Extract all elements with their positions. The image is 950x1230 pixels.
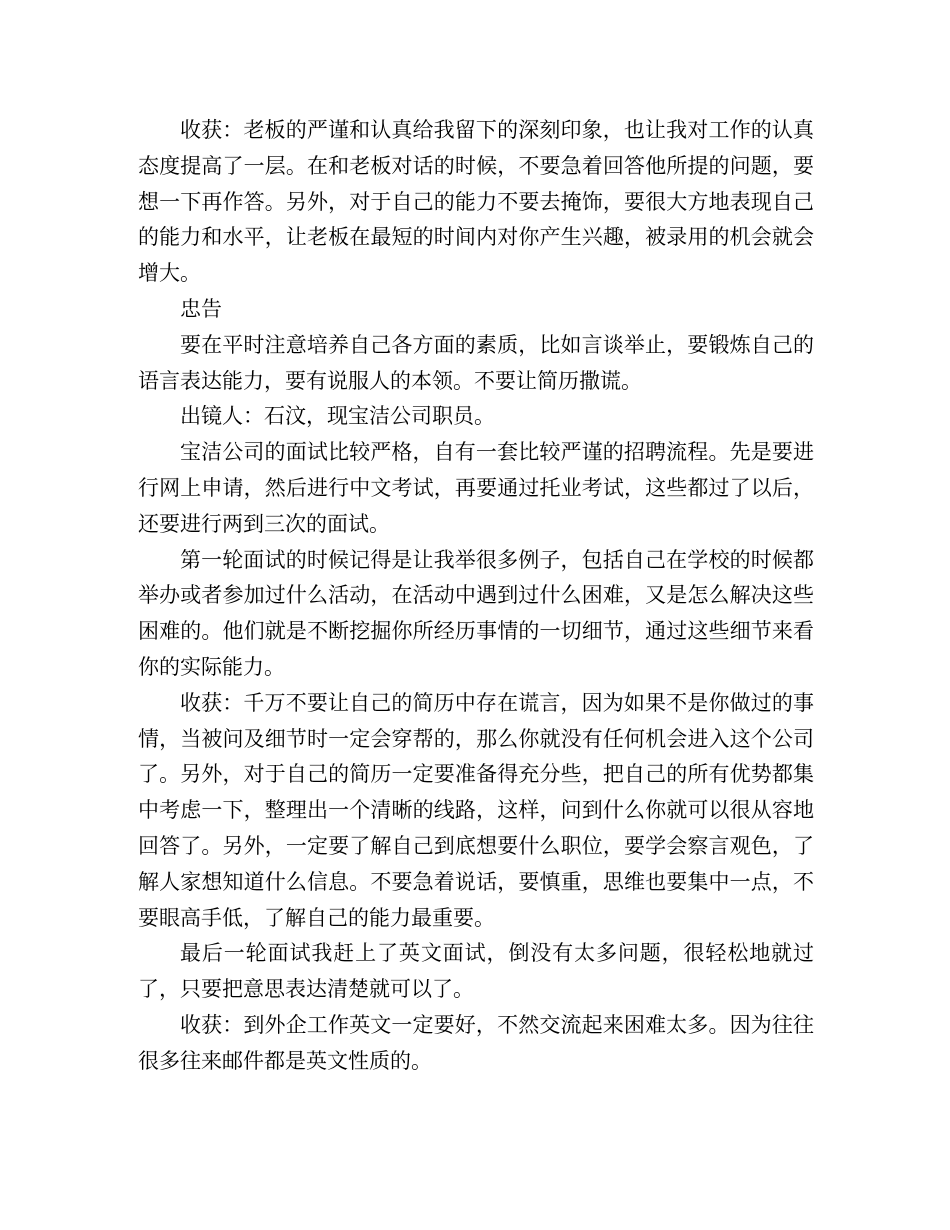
paragraph-first-round: 第一轮面试的时候记得是让我举很多例子，包括自己在学校的时候都举办或者参加过什么活动，在活动中遇到过什么困难，又是怎么解决这些困难的。他们就是不断挖掘你所经历事情的一切细节，通过这些细节来看你的实际能力。 <box>138 547 814 679</box>
paragraph-interviewee: 出镜人：石汶，现宝洁公司职员。 <box>180 404 495 429</box>
document-page <box>138 113 814 1080</box>
heading-advice: 忠告 <box>180 296 222 321</box>
paragraph-pg-process: 宝洁公司的面试比较严格，自有一套比较严谨的招聘流程。先是要进行网上申请，然后进行中文考试，再要通过托业考试，这些都过了以后，还要进行两到三次的面试。 <box>138 440 814 536</box>
paragraph-harvest-resume: 收获：千万不要让自己的简历中存在谎言，因为如果不是你做过的事情，当被问及细节时一定会穿帮的，那么你就没有任何机会进入这个公司了。另外，对于自己的简历一定要准备得充分些，把自己的所有优势都集中考虑一下，整理出一个清晰的线路，这样，问到什么你就可以很从容地回答了。另外，一定要了解自己到底想要什么职位，要学会察言观色，了解人家想知道什么信息。不要急着说话，要慎重，思维也要集中一点，不要眼高手低，了解自己的能力最重要。 <box>138 690 814 930</box>
paragraph-last-round: 最后一轮面试我赶上了英文面试，倒没有太多问题，很轻松地就过了，只要把意思表达清楚就可以了。 <box>138 941 814 1002</box>
paragraph-advice: 要在平时注意培养自己各方面的素质，比如言谈举止，要锻炼自己的语言表达能力，要有说服人的本领。不要让简历撒谎。 <box>138 332 814 393</box>
paragraph-harvest-english: 收获：到外企工作英文一定要好，不然交流起来困难太多。因为往往很多往来邮件都是英文性质的。 <box>138 1012 814 1073</box>
paragraph-harvest-boss: 收获：老板的严谨和认真给我留下的深刻印象，也让我对工作的认真态度提高了一层。在和老板对话的时候，不要急着回答他所提的问题，要想一下再作答。另外，对于自己的能力不要去掩饰，要很大方地表现自己的能力和水平，让老板在最短的时间内对你产生兴趣，被录用的机会就会增大。 <box>138 118 814 286</box>
